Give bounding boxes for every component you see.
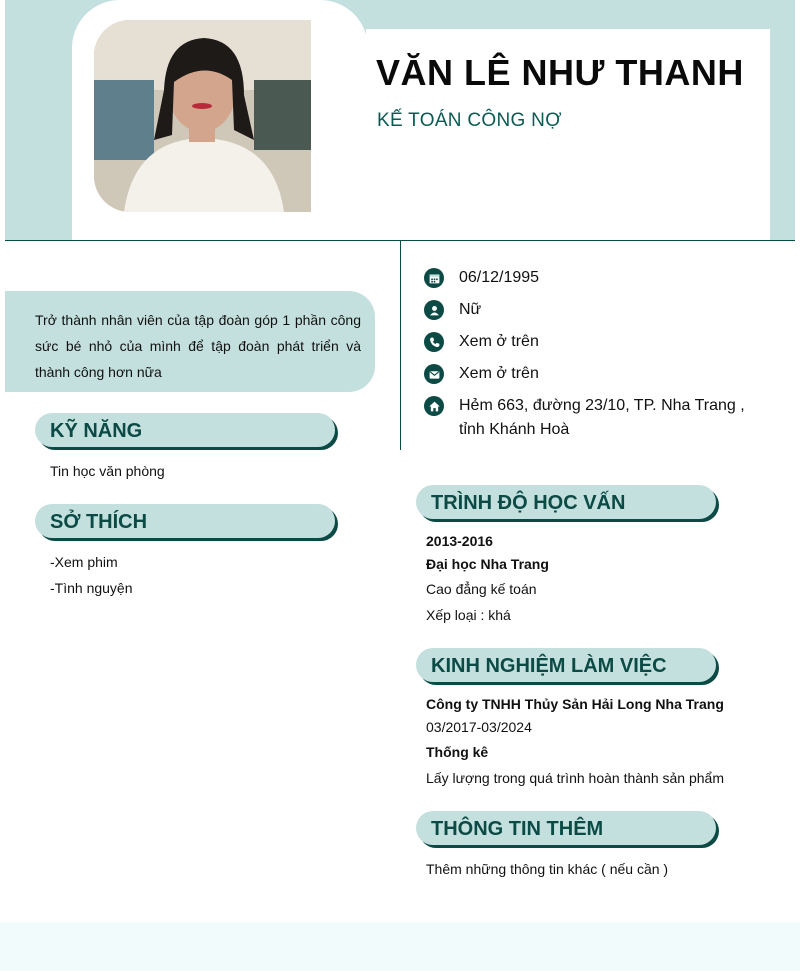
education-period: 2013-2016	[426, 533, 493, 549]
education-major: Cao đẳng kế toán	[426, 581, 537, 597]
experience-description: Lấy lượng trong quá trình hoàn thành sản phẩm	[426, 770, 724, 786]
column-divider	[400, 241, 401, 450]
footer-band	[0, 922, 800, 971]
experience-period: 03/2017-03/2024	[426, 719, 532, 735]
gender-text: Nữ	[459, 301, 482, 318]
profile-photo	[94, 20, 311, 212]
skills-heading: KỸ NĂNG	[35, 413, 335, 447]
hobbies-heading: SỞ THÍCH	[35, 504, 335, 538]
home-icon	[424, 396, 444, 416]
candidate-name: VĂN LÊ NHƯ THANH	[376, 52, 744, 93]
profile-photo-placeholder	[94, 20, 311, 212]
contact-email	[424, 364, 539, 386]
experience-heading: KINH NGHIỆM LÀM VIỆC	[416, 648, 716, 682]
photo-notch-decoration	[5, 200, 75, 240]
person-icon	[424, 300, 444, 320]
job-title: KẾ TOÁN CÔNG NỢ	[377, 110, 562, 131]
experience-position: Thống kê	[426, 744, 489, 760]
additional-info-heading: THÔNG TIN THÊM	[416, 811, 716, 845]
experience-company: Công ty TNHH Thủy Sản Hải Long Nha Trang	[426, 696, 724, 712]
education-heading: TRÌNH ĐỘ HỌC VẤN	[416, 485, 716, 519]
skill-item: Tin học văn phòng	[50, 463, 165, 479]
email-text[interactable]: Xem ở trên	[459, 365, 539, 382]
additional-info-text: Thêm những thông tin khác ( nếu cần )	[426, 861, 669, 877]
envelope-icon	[424, 364, 444, 384]
birthday-text: 06/12/1995	[459, 269, 540, 286]
phone-icon	[424, 332, 444, 352]
education-school: Đại học Nha Trang	[426, 556, 549, 572]
contact-gender	[424, 300, 481, 322]
contact-phone	[424, 332, 539, 354]
education-grade: Xếp loại : khá	[426, 607, 511, 623]
career-objective: Trở thành nhân viên của tập đoàn góp 1 phần công sức bé nhỏ của mình để tập đoàn phát triển và thành công hơn nữa	[5, 291, 375, 392]
address-text: Hẻm 663, đường 23/10, TP. Nha Trang , tỉnh Khánh Hoà	[459, 397, 745, 438]
contact-address	[424, 396, 759, 442]
contact-birthday	[424, 268, 539, 290]
hobby-item: -Xem phim	[50, 554, 118, 570]
calendar-icon	[424, 268, 444, 288]
phone-text[interactable]: Xem ở trên	[459, 333, 539, 350]
hobby-item: -Tình nguyện	[50, 580, 133, 596]
